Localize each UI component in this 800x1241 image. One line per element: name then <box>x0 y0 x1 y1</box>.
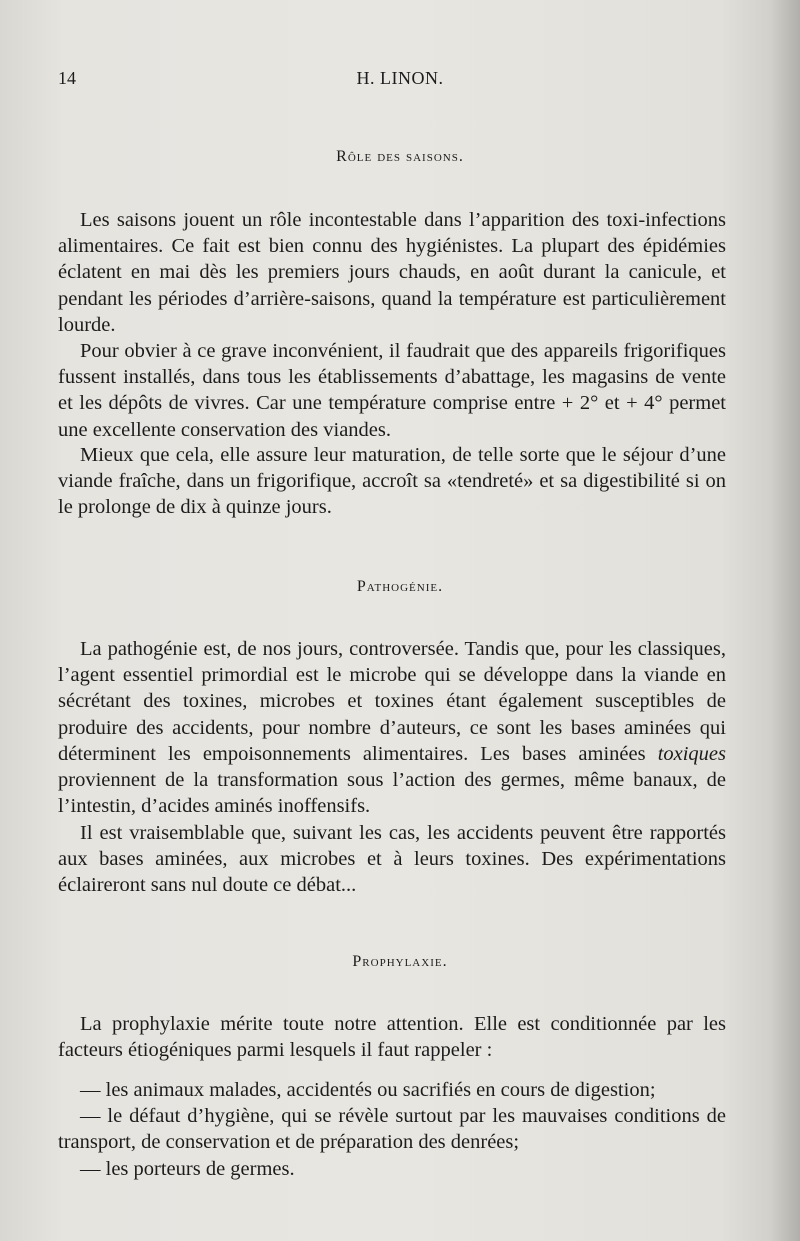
factor-list <box>58 1077 726 1182</box>
paragraph <box>58 636 726 819</box>
section-heading-pathogenie: Pathogénie. <box>356 578 444 595</box>
paragraph: Mieux que cela, elle assure leur maturation, de telle sorte que le séjour d’une viande fraîche, dans un frigorifique, accroît sa «tendreté» et sa digestibilité si on le prolonge de dix à quinze jours. <box>58 444 726 519</box>
section-heading-role-des-saisons: Rôle des saisons. <box>336 148 464 165</box>
running-head <box>58 68 742 94</box>
italic-term: toxiques <box>657 742 727 765</box>
paragraph: Il est vraisemblable que, suivant les cas, les accidents peuvent être rapportés aux bases aminées, aux microbes et à leurs toxines. Des expérimentations éclaireront sans nul doute ce débat... <box>58 822 726 897</box>
list-item: — les animaux malades, accidentés ou sacrifiés en cours de digestion; <box>80 1079 656 1101</box>
paragraph: Pour obvier à ce grave inconvénient, il faudrait que des appareils frigorifiques fussent installés, dans tous les établissements d’abattage, les magasins de vente et les dépôts de vivres. Car une température comprise entre + 2° et + 4° permet une excellente conservation des viandes. <box>58 340 726 441</box>
list-item: — le défaut d’hygiène, qui se révèle surtout par les mauvaises conditions de transport, de conservation et de préparation des denrées; <box>58 1105 726 1154</box>
page-edge-shadow <box>770 0 800 1241</box>
paragraph-text: La pathogénie est, de nos jours, controversée. Tandis que, pour les classiques, l’agent essentiel primordial est le microbe qui se développe dans la viande en sécrétant des toxines, microbes et toxines étant également susceptibles de produire des accidents, pour nombre d’auteurs, ce sont les bases aminées qui déterminent les empoisonnements alimentaires. Les bases aminées <box>58 638 726 765</box>
paragraph: La prophylaxie mérite toute notre attention. Elle est conditionnée par les facteurs étiogéniques parmi lesquels il faut rappeler : <box>58 1013 726 1062</box>
paragraph-text: proviennent de la transformation sous l’action des germes, même banaux, de l’intestin, d’acides aminés inoffensifs. <box>58 769 726 818</box>
section-heading-prophylaxie: Prophylaxie. <box>352 953 448 970</box>
paragraph: Les saisons jouent un rôle incontestable dans l’apparition des toxi-infections alimentaires. Ce fait est bien connu des hygiénistes. La plupart des épidémies éclatent en mai dès les premiers jours chauds, en août durant la canicule, et pendant les périodes d’arrière-saisons, quand la température est particulièrement lourde. <box>58 209 726 336</box>
list-item: — les porteurs de germes. <box>80 1157 295 1180</box>
running-title: H. LINON. <box>356 68 444 88</box>
page-number: 14 <box>58 68 76 88</box>
